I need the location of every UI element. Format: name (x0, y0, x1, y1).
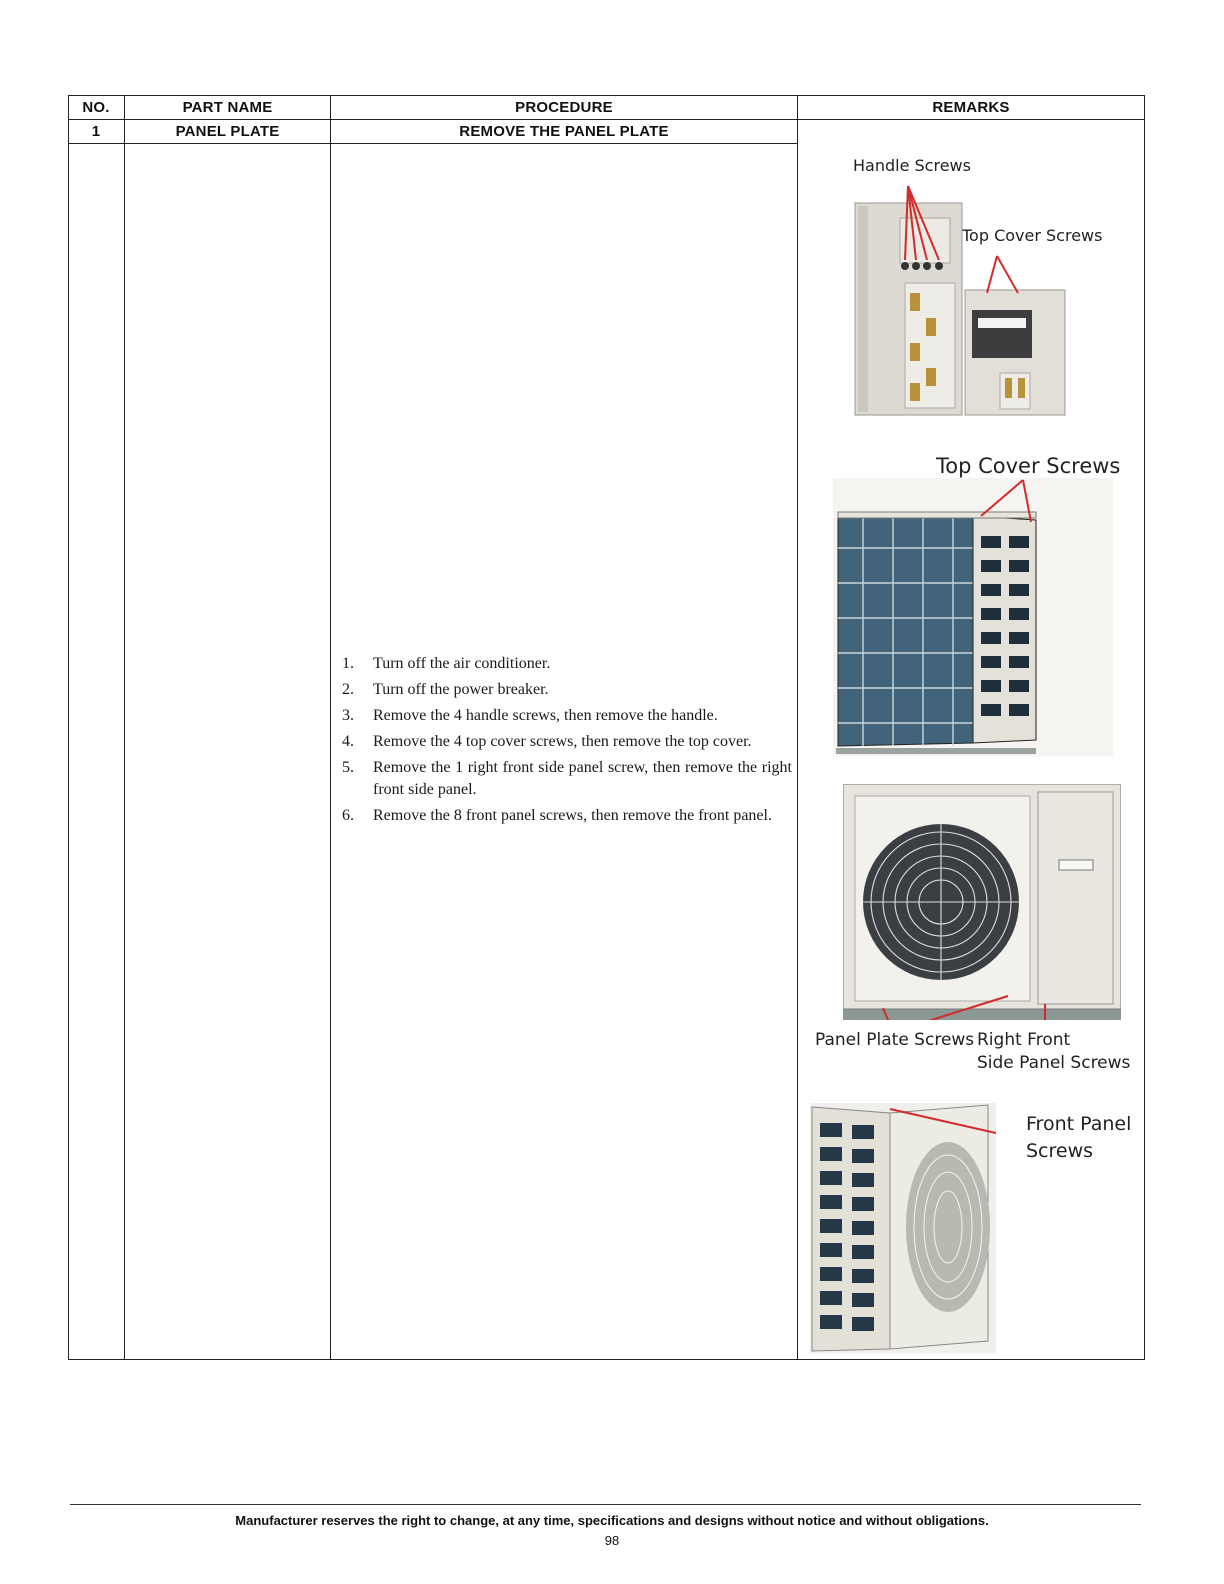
col-divider (797, 95, 798, 1360)
label-right-front-1: Right Front (977, 1030, 1071, 1050)
footer-disclaimer: Manufacturer reserves the right to change, at any time, specifications and designs without notice and without obligations. (235, 1513, 989, 1528)
label-handle-screws: Handle Screws (853, 156, 971, 175)
label-front-panel-2: Screws (1026, 1140, 1094, 1162)
procedure-steps (342, 653, 792, 831)
label-front-panel-1: Front Panel (1026, 1113, 1132, 1135)
row-procedure-title: REMOVE THE PANEL PLATE (459, 123, 669, 140)
label-panel-plate-screws: Panel Plate Screws (815, 1030, 975, 1050)
page-number: 98 (604, 1533, 620, 1548)
label-right-front-2: Side Panel Screws (977, 1053, 1131, 1073)
front-panel-photo (810, 1103, 996, 1353)
step-item: 2. Turn off the power breaker. (342, 681, 549, 698)
row-number: 1 (91, 123, 101, 140)
label-top-cover-screws: Top Cover Screws (962, 226, 1103, 245)
step-item: 1. Turn off the air conditioner. (342, 655, 551, 672)
col-divider (330, 95, 331, 1360)
label-top-cover-screws-2: Top Cover Screws (936, 454, 1121, 478)
footer-divider (70, 1504, 1141, 1505)
step-item: 5. Remove the 1 right front side panel screw, then remove the right front side panel. (342, 759, 792, 798)
header-no: NO. (82, 99, 110, 116)
header-procedure: PROCEDURE (515, 99, 613, 116)
top-cover-photo (833, 478, 1113, 756)
row-part-name: PANEL PLATE (175, 123, 280, 140)
row-divider (68, 143, 798, 144)
step-item: 3. Remove the 4 handle screws, then remove the handle. (342, 707, 718, 724)
header-remarks: REMARKS (932, 99, 1010, 116)
step-item: 6. Remove the 8 front panel screws, then remove the front panel. (342, 807, 772, 824)
handle-screws-photo (850, 178, 1103, 418)
step-item: 4. Remove the 4 top cover screws, then remove the top cover. (342, 733, 752, 750)
panel-plate-photo (843, 784, 1121, 1020)
header-part-name: PART NAME (182, 99, 273, 116)
col-divider (124, 95, 125, 1360)
